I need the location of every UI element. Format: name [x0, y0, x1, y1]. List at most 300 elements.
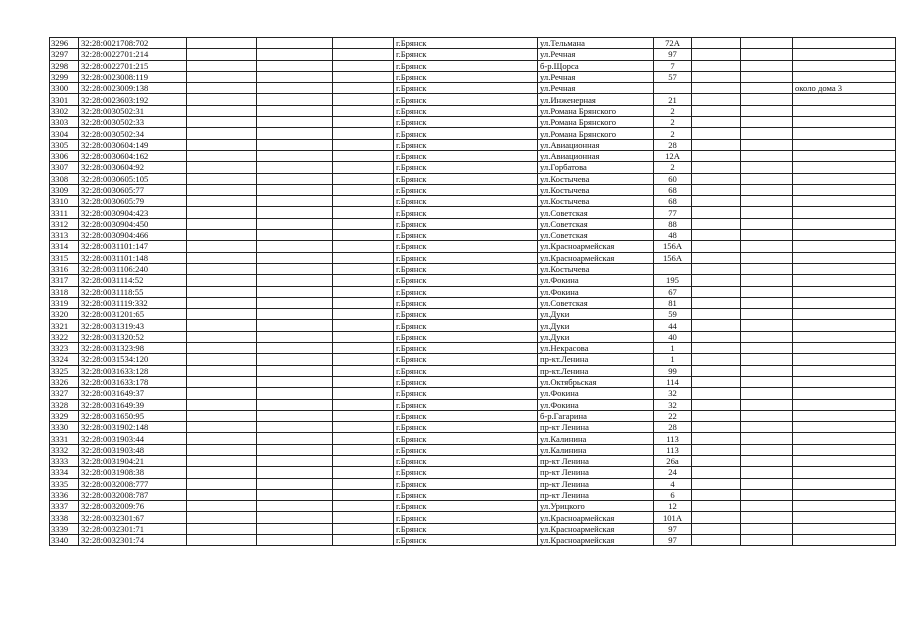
note-cell [793, 117, 896, 128]
cadastral-number-cell: 32:28:0031114:52 [79, 275, 187, 286]
empty-cell [187, 297, 257, 308]
empty-cell [333, 105, 394, 116]
empty-cell [333, 207, 394, 218]
row-number-cell: 3310 [50, 196, 79, 207]
empty-cell [187, 501, 257, 512]
row-number-cell: 3296 [50, 38, 79, 49]
empty-cell [187, 275, 257, 286]
row-number-cell: 3328 [50, 399, 79, 410]
empty-cell [692, 433, 741, 444]
row-number-cell: 3334 [50, 467, 79, 478]
empty-cell [692, 523, 741, 534]
empty-cell [333, 275, 394, 286]
empty-cell [257, 196, 333, 207]
empty-cell [187, 83, 257, 94]
empty-cell [257, 230, 333, 241]
empty-cell [692, 139, 741, 150]
cadastral-number-cell: 32:28:0031633:128 [79, 365, 187, 376]
city-cell: г.Брянск [394, 388, 538, 399]
empty-cell [741, 523, 793, 534]
empty-cell [741, 535, 793, 546]
city-cell: г.Брянск [394, 501, 538, 512]
empty-cell [257, 501, 333, 512]
city-cell: г.Брянск [394, 94, 538, 105]
street-cell: ул.Фокина [538, 286, 654, 297]
house-number-cell: 7 [654, 60, 692, 71]
empty-cell [257, 343, 333, 354]
empty-cell [692, 184, 741, 195]
empty-cell [187, 94, 257, 105]
empty-cell [741, 286, 793, 297]
house-number-cell: 2 [654, 105, 692, 116]
empty-cell [741, 433, 793, 444]
empty-cell [692, 128, 741, 139]
empty-cell [692, 388, 741, 399]
street-cell: пр-кт Ленина [538, 422, 654, 433]
house-number-cell: 32 [654, 399, 692, 410]
empty-cell [741, 343, 793, 354]
row-number-cell: 3326 [50, 376, 79, 387]
row-number-cell: 3337 [50, 501, 79, 512]
house-number-cell: 81 [654, 297, 692, 308]
house-number-cell: 2 [654, 117, 692, 128]
city-cell: г.Брянск [394, 354, 538, 365]
table-row [50, 60, 896, 71]
street-cell: пр-кт.Ленина [538, 365, 654, 376]
empty-cell [741, 83, 793, 94]
empty-cell [187, 49, 257, 60]
empty-cell [187, 38, 257, 49]
empty-cell [187, 173, 257, 184]
cadastral-number-cell: 32:28:0031903:44 [79, 433, 187, 444]
empty-cell [257, 410, 333, 421]
row-number-cell: 3317 [50, 275, 79, 286]
empty-cell [333, 309, 394, 320]
cadastral-number-cell: 32:28:0023009:138 [79, 83, 187, 94]
street-cell: ул.Фокина [538, 388, 654, 399]
empty-cell [257, 422, 333, 433]
empty-cell [741, 173, 793, 184]
cadastral-number-cell: 32:28:0031903:48 [79, 444, 187, 455]
table-row [50, 252, 896, 263]
empty-cell [692, 399, 741, 410]
empty-cell [741, 399, 793, 410]
table-row [50, 478, 896, 489]
street-cell: ул.Дуки [538, 320, 654, 331]
empty-cell [333, 196, 394, 207]
house-number-cell: 1 [654, 354, 692, 365]
empty-cell [187, 241, 257, 252]
street-cell: ул.Костычева [538, 263, 654, 274]
empty-cell [257, 263, 333, 274]
city-cell: г.Брянск [394, 184, 538, 195]
note-cell [793, 467, 896, 478]
empty-cell [333, 252, 394, 263]
note-cell [793, 354, 896, 365]
table-row [50, 184, 896, 195]
row-number-cell: 3340 [50, 535, 79, 546]
empty-cell [692, 410, 741, 421]
cadastral-number-cell: 32:28:0031101:148 [79, 252, 187, 263]
cadastral-number-cell: 32:28:0032301:67 [79, 512, 187, 523]
empty-cell [187, 105, 257, 116]
empty-cell [187, 150, 257, 161]
empty-cell [257, 489, 333, 500]
empty-cell [692, 444, 741, 455]
empty-cell [333, 230, 394, 241]
table-row [50, 512, 896, 523]
street-cell: ул.Авиационная [538, 139, 654, 150]
note-cell [793, 410, 896, 421]
table-row [50, 286, 896, 297]
empty-cell [333, 117, 394, 128]
house-number-cell: 97 [654, 535, 692, 546]
city-cell: г.Брянск [394, 128, 538, 139]
row-number-cell: 3313 [50, 230, 79, 241]
empty-cell [187, 60, 257, 71]
house-number-cell: 72А [654, 38, 692, 49]
empty-cell [257, 444, 333, 455]
cadastral-number-cell: 32:28:0030604:149 [79, 139, 187, 150]
empty-cell [187, 444, 257, 455]
empty-cell [257, 184, 333, 195]
row-number-cell: 3325 [50, 365, 79, 376]
empty-cell [692, 94, 741, 105]
empty-cell [257, 433, 333, 444]
empty-cell [741, 455, 793, 466]
table-row [50, 444, 896, 455]
note-cell [793, 422, 896, 433]
street-cell: б-р.Гагарина [538, 410, 654, 421]
street-cell: пр-кт Ленина [538, 455, 654, 466]
street-cell: пр-кт Ленина [538, 467, 654, 478]
empty-cell [257, 162, 333, 173]
row-number-cell: 3309 [50, 184, 79, 195]
note-cell [793, 128, 896, 139]
note-cell [793, 207, 896, 218]
city-cell: г.Брянск [394, 365, 538, 376]
note-cell [793, 365, 896, 376]
empty-cell [187, 117, 257, 128]
table-row [50, 128, 896, 139]
empty-cell [333, 297, 394, 308]
empty-cell [692, 286, 741, 297]
empty-cell [187, 354, 257, 365]
empty-cell [692, 422, 741, 433]
empty-cell [257, 523, 333, 534]
house-number-cell: 1 [654, 343, 692, 354]
empty-cell [333, 365, 394, 376]
empty-cell [187, 512, 257, 523]
empty-cell [257, 241, 333, 252]
empty-cell [692, 60, 741, 71]
note-cell [793, 49, 896, 60]
street-cell: ул.Речная [538, 71, 654, 82]
row-number-cell: 3298 [50, 60, 79, 71]
empty-cell [187, 343, 257, 354]
cadastral-number-cell: 32:28:0031650:95 [79, 410, 187, 421]
empty-cell [741, 128, 793, 139]
empty-cell [187, 535, 257, 546]
house-number-cell: 68 [654, 184, 692, 195]
table-row [50, 71, 896, 82]
empty-cell [692, 309, 741, 320]
row-number-cell: 3332 [50, 444, 79, 455]
empty-cell [741, 241, 793, 252]
empty-cell [741, 94, 793, 105]
empty-cell [257, 218, 333, 229]
note-cell [793, 286, 896, 297]
table-row [50, 297, 896, 308]
note-cell [793, 241, 896, 252]
empty-cell [333, 535, 394, 546]
city-cell: г.Брянск [394, 196, 538, 207]
empty-cell [333, 38, 394, 49]
city-cell: г.Брянск [394, 117, 538, 128]
empty-cell [333, 286, 394, 297]
cadastral-number-cell: 32:28:0030904:466 [79, 230, 187, 241]
house-number-cell: 12 [654, 501, 692, 512]
empty-cell [333, 128, 394, 139]
empty-cell [741, 376, 793, 387]
empty-cell [692, 196, 741, 207]
empty-cell [187, 207, 257, 218]
house-number-cell: 12А [654, 150, 692, 161]
empty-cell [741, 263, 793, 274]
house-number-cell: 97 [654, 523, 692, 534]
cadastral-number-cell: 32:28:0031908:38 [79, 467, 187, 478]
street-cell: ул.Романа Брянского [538, 117, 654, 128]
city-cell: г.Брянск [394, 331, 538, 342]
table-row [50, 467, 896, 478]
note-cell [793, 489, 896, 500]
house-number-cell: 2 [654, 162, 692, 173]
city-cell: г.Брянск [394, 410, 538, 421]
house-number-cell: 32 [654, 388, 692, 399]
empty-cell [257, 297, 333, 308]
street-cell: ул.Дуки [538, 309, 654, 320]
row-number-cell: 3299 [50, 71, 79, 82]
street-cell: ул.Советская [538, 230, 654, 241]
empty-cell [692, 320, 741, 331]
empty-cell [741, 297, 793, 308]
house-number-cell: 21 [654, 94, 692, 105]
house-number-cell: 88 [654, 218, 692, 229]
street-cell: ул.Урицкого [538, 501, 654, 512]
empty-cell [333, 388, 394, 399]
street-cell: ул.Советская [538, 218, 654, 229]
city-cell: г.Брянск [394, 49, 538, 60]
empty-cell [692, 207, 741, 218]
street-cell: пр-кт Ленина [538, 478, 654, 489]
cadastral-number-cell: 32:28:0032008:787 [79, 489, 187, 500]
empty-cell [333, 320, 394, 331]
city-cell: г.Брянск [394, 230, 538, 241]
cadastral-number-cell: 32:28:0031101:147 [79, 241, 187, 252]
empty-cell [333, 467, 394, 478]
street-cell: ул.Речная [538, 49, 654, 60]
street-cell: ул.Костычева [538, 173, 654, 184]
empty-cell [187, 422, 257, 433]
city-cell: г.Брянск [394, 343, 538, 354]
row-number-cell: 3312 [50, 218, 79, 229]
street-cell: ул.Тельмана [538, 38, 654, 49]
empty-cell [257, 128, 333, 139]
street-cell: ул.Речная [538, 83, 654, 94]
empty-cell [741, 501, 793, 512]
empty-cell [692, 275, 741, 286]
street-cell: ул.Горбатова [538, 162, 654, 173]
house-number-cell: 99 [654, 365, 692, 376]
empty-cell [333, 410, 394, 421]
empty-cell [333, 512, 394, 523]
note-cell [793, 444, 896, 455]
house-number-cell: 156А [654, 252, 692, 263]
empty-cell [692, 230, 741, 241]
empty-cell [187, 331, 257, 342]
city-cell: г.Брянск [394, 376, 538, 387]
cadastral-number-cell: 32:28:0031534:120 [79, 354, 187, 365]
table-row [50, 218, 896, 229]
city-cell: г.Брянск [394, 523, 538, 534]
street-cell: ул.Калинина [538, 444, 654, 455]
empty-cell [741, 467, 793, 478]
house-number-cell: 4 [654, 478, 692, 489]
house-number-cell: 59 [654, 309, 692, 320]
row-number-cell: 3323 [50, 343, 79, 354]
empty-cell [187, 263, 257, 274]
empty-cell [257, 207, 333, 218]
street-cell: ул.Красноармейская [538, 512, 654, 523]
empty-cell [333, 162, 394, 173]
empty-cell [333, 60, 394, 71]
cadastral-number-cell: 32:28:0022701:214 [79, 49, 187, 60]
row-number-cell: 3331 [50, 433, 79, 444]
street-cell: б-р.Щорса [538, 60, 654, 71]
table-row [50, 83, 896, 94]
empty-cell [333, 489, 394, 500]
street-cell: ул.Авиационная [538, 150, 654, 161]
table-row [50, 207, 896, 218]
row-number-cell: 3297 [50, 49, 79, 60]
note-cell [793, 263, 896, 274]
cadastral-number-cell: 32:28:0023603:192 [79, 94, 187, 105]
empty-cell [692, 455, 741, 466]
empty-cell [333, 501, 394, 512]
cadastral-number-cell: 32:28:0030605:77 [79, 184, 187, 195]
empty-cell [187, 455, 257, 466]
empty-cell [741, 478, 793, 489]
note-cell [793, 60, 896, 71]
city-cell: г.Брянск [394, 455, 538, 466]
empty-cell [741, 184, 793, 195]
empty-cell [692, 512, 741, 523]
empty-cell [333, 399, 394, 410]
row-number-cell: 3302 [50, 105, 79, 116]
table-row [50, 94, 896, 105]
note-cell [793, 297, 896, 308]
row-number-cell: 3335 [50, 478, 79, 489]
empty-cell [333, 354, 394, 365]
house-number-cell: 113 [654, 433, 692, 444]
row-number-cell: 3303 [50, 117, 79, 128]
house-number-cell [654, 263, 692, 274]
empty-cell [257, 376, 333, 387]
empty-cell [741, 410, 793, 421]
empty-cell [187, 71, 257, 82]
table-row [50, 399, 896, 410]
street-cell: пр-кт.Ленина [538, 354, 654, 365]
empty-cell [741, 230, 793, 241]
street-cell: ул.Советская [538, 297, 654, 308]
empty-cell [187, 410, 257, 421]
note-cell [793, 331, 896, 342]
empty-cell [187, 286, 257, 297]
empty-cell [692, 218, 741, 229]
empty-cell [257, 49, 333, 60]
empty-cell [741, 309, 793, 320]
empty-cell [257, 139, 333, 150]
city-cell: г.Брянск [394, 478, 538, 489]
cadastral-number-cell: 32:28:0032301:71 [79, 523, 187, 534]
empty-cell [333, 433, 394, 444]
note-cell [793, 343, 896, 354]
table-row [50, 365, 896, 376]
house-number-cell: 6 [654, 489, 692, 500]
table-row [50, 263, 896, 274]
table-row [50, 117, 896, 128]
empty-cell [692, 535, 741, 546]
note-cell [793, 275, 896, 286]
empty-cell [741, 60, 793, 71]
empty-cell [741, 139, 793, 150]
empty-cell [187, 478, 257, 489]
city-cell: г.Брянск [394, 444, 538, 455]
empty-cell [333, 376, 394, 387]
empty-cell [692, 297, 741, 308]
city-cell: г.Брянск [394, 241, 538, 252]
empty-cell [187, 230, 257, 241]
row-number-cell: 3301 [50, 94, 79, 105]
street-cell: пр-кт Ленина [538, 489, 654, 500]
empty-cell [741, 38, 793, 49]
row-number-cell: 3305 [50, 139, 79, 150]
table-row [50, 343, 896, 354]
empty-cell [187, 320, 257, 331]
street-cell: ул.Фокина [538, 399, 654, 410]
empty-cell [187, 467, 257, 478]
empty-cell [333, 184, 394, 195]
city-cell: г.Брянск [394, 263, 538, 274]
table-row [50, 422, 896, 433]
cadastral-number-cell: 32:28:0023008:119 [79, 71, 187, 82]
house-number-cell: 156А [654, 241, 692, 252]
house-number-cell: 48 [654, 230, 692, 241]
street-cell: ул.Калинина [538, 433, 654, 444]
empty-cell [187, 388, 257, 399]
empty-cell [257, 117, 333, 128]
empty-cell [692, 173, 741, 184]
empty-cell [257, 60, 333, 71]
empty-cell [333, 422, 394, 433]
empty-cell [187, 162, 257, 173]
table-body [50, 38, 896, 546]
row-number-cell: 3308 [50, 173, 79, 184]
house-number-cell: 26а [654, 455, 692, 466]
empty-cell [692, 83, 741, 94]
empty-cell [741, 162, 793, 173]
table-row [50, 331, 896, 342]
